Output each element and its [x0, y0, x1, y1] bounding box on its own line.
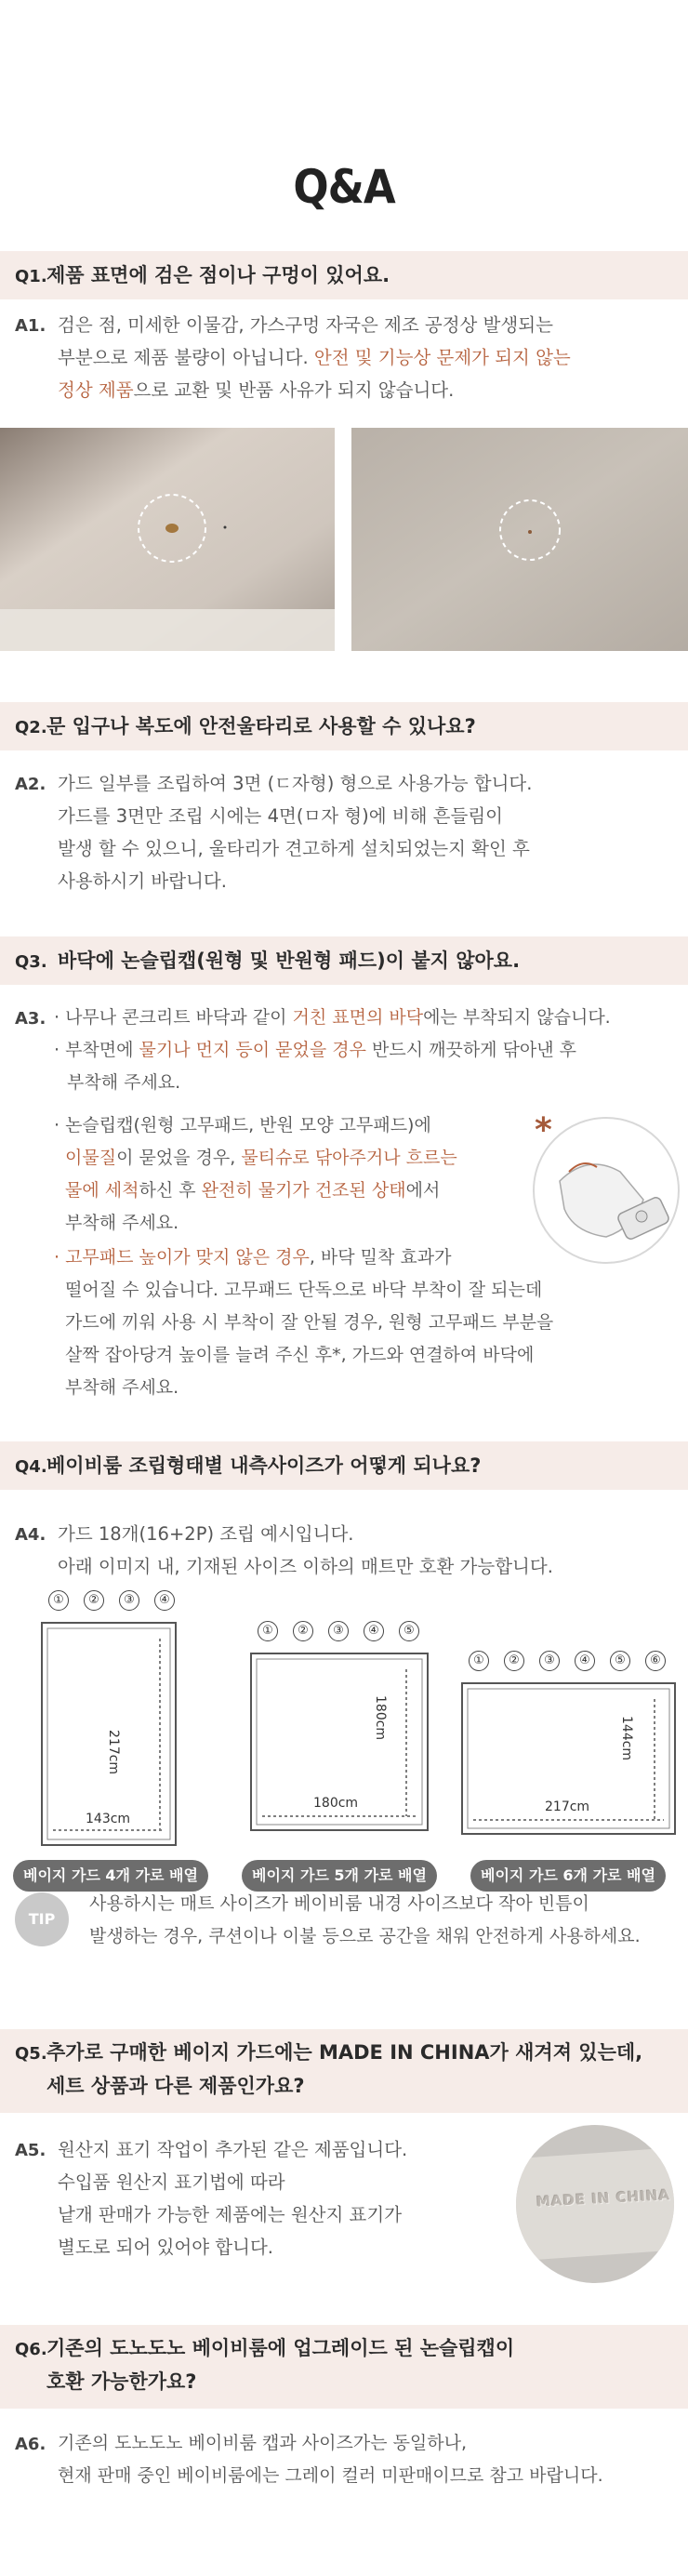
diagram-width-label: 143cm	[86, 1812, 131, 1826]
q2-number: Q2.	[15, 718, 47, 737]
a3-line: · 부착면에 물기나 먼지 등이 묻었을 경우 반드시 깨끗하게 닦아낸 후	[54, 1040, 577, 1060]
a2-line: 발생 할 수 있으니, 울타리가 견고하게 설치되었는지 확인 후	[58, 838, 530, 859]
a2-line: 사용하시기 바랍니다.	[58, 870, 227, 892]
a6-line: 기존의 도노도노 베이비룸 캡과 사이즈가는 동일하나,	[58, 2433, 468, 2453]
a1-line: 검은 점, 미세한 이물감, 가스구멍 자국은 제조 공정상 발생되는	[58, 314, 553, 336]
a1-line: 부분으로 제품 불량이 아닙니다. 안전 및 기능상 문제가 되지 않는	[58, 347, 571, 368]
a6-line: 현재 판매 중인 베이비룸에는 그레이 컬러 미판매이므로 참고 바랍니다.	[58, 2465, 603, 2486]
a5-line: 원산지 표기 작업이 추가된 같은 제품입니다.	[58, 2139, 408, 2160]
q1-text: 제품 표면에 검은 점이나 구멍이 있어요.	[46, 264, 390, 286]
diagram-width-label: 217cm	[545, 1799, 590, 1814]
q2-text: 문 입구나 복도에 안전울타리로 사용할 수 있나요?	[46, 715, 476, 737]
a2-text	[58, 767, 532, 897]
q6-text: 호환 가능한가요?	[46, 2370, 197, 2393]
q3-number: Q3.	[15, 952, 47, 972]
q5-text: 세트 상품과 다른 제품인가요?	[46, 2075, 305, 2097]
q5-text: 추가로 구매한 베이지 가드에는 MADE IN CHINA가 새겨져 있는데,	[46, 2041, 643, 2064]
a5-line: 수입품 원산지 표기법에 따라	[58, 2171, 285, 2193]
tip-line: 사용하시는 매트 사이즈가 베이비룸 내경 사이즈보다 작아 빈틈이	[89, 1893, 589, 1914]
a1-line: 정상 제품으로 교환 및 반품 사유가 되지 않습니다.	[58, 379, 455, 401]
q6-text: 기존의 도노도노 베이비룸에 업그레이드 된 논슬립캡이	[46, 2337, 515, 2359]
a5-label: A5.	[15, 2141, 46, 2160]
a3-line: 가드에 끼워 사용 시 부착이 잘 안될 경우, 원형 고무패드 부분을	[65, 1312, 554, 1333]
q4-text: 베이비룸 조립형태별 내측사이즈가 어떻게 되나요?	[46, 1454, 482, 1477]
a3-line: 부착해 주세요.	[67, 1072, 181, 1093]
q5-number: Q5.	[15, 2044, 47, 2064]
a3-bullet-2	[54, 1109, 457, 1240]
a5-line: 낱개 판매가 가능한 제품에는 원산지 표기가	[58, 2204, 403, 2225]
diagram-caption-5: 베이지 가드 5개 가로 배열	[242, 1860, 437, 1892]
a3-line: 물에 세척하신 후 완전히 물기가 건조된 상태에서	[65, 1180, 441, 1201]
diagram-5-guards: ① ② ③ ④ ⑤ 180cm 180cm	[248, 1621, 443, 1844]
a1-text	[58, 309, 571, 406]
pad-illustration	[532, 1116, 681, 1265]
q3-question	[15, 945, 520, 978]
tip-badge: TIP	[15, 1892, 69, 1946]
q3-text: 바닥에 논슬립캡(원형 및 반원형 패드)이 붙지 않아요.	[58, 949, 521, 972]
asterisk-mark: *	[535, 1111, 552, 1149]
made-in-china-stamp: MADE IN CHINA	[536, 2186, 671, 2211]
surface-photo-2	[351, 428, 688, 651]
surface-photo-1	[0, 428, 335, 651]
page-title: Q&A	[293, 160, 395, 214]
q4-number: Q4.	[15, 1457, 47, 1477]
a3-line: 부착해 주세요.	[65, 1213, 179, 1233]
q6-question	[15, 2332, 514, 2397]
diagram-height-label: 180cm	[373, 1695, 388, 1741]
a3-bullet-3	[54, 1242, 553, 1404]
diagram-caption-6: 베이지 가드 6개 가로 배열	[470, 1860, 666, 1892]
a3-line: 부착해 주세요.	[65, 1377, 179, 1398]
made-in-china-photo	[516, 2125, 674, 2283]
q1-number: Q1.	[15, 267, 47, 286]
a2-label: A2.	[15, 775, 46, 794]
diagram-height-label: 144cm	[619, 1716, 634, 1761]
a4-label: A4.	[15, 1525, 46, 1545]
a3-label: A3.	[15, 1009, 46, 1029]
q6-number: Q6.	[15, 2340, 47, 2359]
a1-label: A1.	[15, 316, 46, 336]
a4-line: 아래 이미지 내, 기재된 사이즈 이하의 매트만 호환 가능합니다.	[58, 1556, 553, 1577]
a3-line: 떨어질 수 있습니다. 고무패드 단독으로 바닥 부착이 잘 되는데	[65, 1280, 543, 1300]
a3-line: · 고무패드 높이가 맞지 않은 경우, 바닥 밀착 효과가	[54, 1247, 452, 1268]
tip-text	[89, 1888, 641, 1953]
a6-text	[58, 2427, 603, 2492]
a3-line: 이물질이 묻었을 경우, 물티슈로 닦아주거나 흐르는	[65, 1148, 457, 1168]
a3-bullet-1	[54, 1002, 611, 1099]
q4-question	[15, 1450, 481, 1483]
diagram-height-label: 217cm	[106, 1730, 121, 1775]
a4-text	[58, 1518, 553, 1583]
a5-text	[58, 2133, 407, 2264]
a5-line: 별도로 되어 있어야 합니다.	[58, 2237, 274, 2258]
a3-line: · 나무나 콘크리트 바닥과 같이 거친 표면의 바닥에는 부착되지 않습니다.	[54, 1007, 611, 1028]
a6-label: A6.	[15, 2435, 46, 2454]
a4-line: 가드 18개(16+2P) 조립 예시입니다.	[58, 1523, 354, 1545]
q1-question	[15, 259, 390, 293]
diagram-caption-4: 베이지 가드 4개 가로 배열	[13, 1860, 208, 1892]
diagram-6-guards: ① ② ③ ④ ⑤ ⑥ 144cm 217cm	[459, 1651, 682, 1846]
a3-line: · 논슬립캡(원형 고무패드, 반원 모양 고무패드)에	[54, 1115, 431, 1135]
a3-line: 살짝 잡아당겨 높이를 늘려 주신 후*, 가드와 연결하여 바닥에	[65, 1345, 535, 1365]
tip-line: 발생하는 경우, 쿠션이나 이불 등으로 공간을 채워 안전하게 사용하세요.	[89, 1926, 641, 1946]
q5-question	[15, 2037, 642, 2102]
diagram-4-guards: ① ② ③ ④ 217cm 143cm	[39, 1590, 179, 1851]
a2-line: 가드를 3면만 조립 시에는 4면(ㅁ자 형)에 비해 흔들림이	[58, 805, 503, 827]
q2-question	[15, 710, 476, 744]
a2-line: 가드 일부를 조립하여 3면 (ㄷ자형) 형으로 사용가능 합니다.	[58, 773, 533, 794]
diagram-width-label: 180cm	[313, 1796, 359, 1811]
